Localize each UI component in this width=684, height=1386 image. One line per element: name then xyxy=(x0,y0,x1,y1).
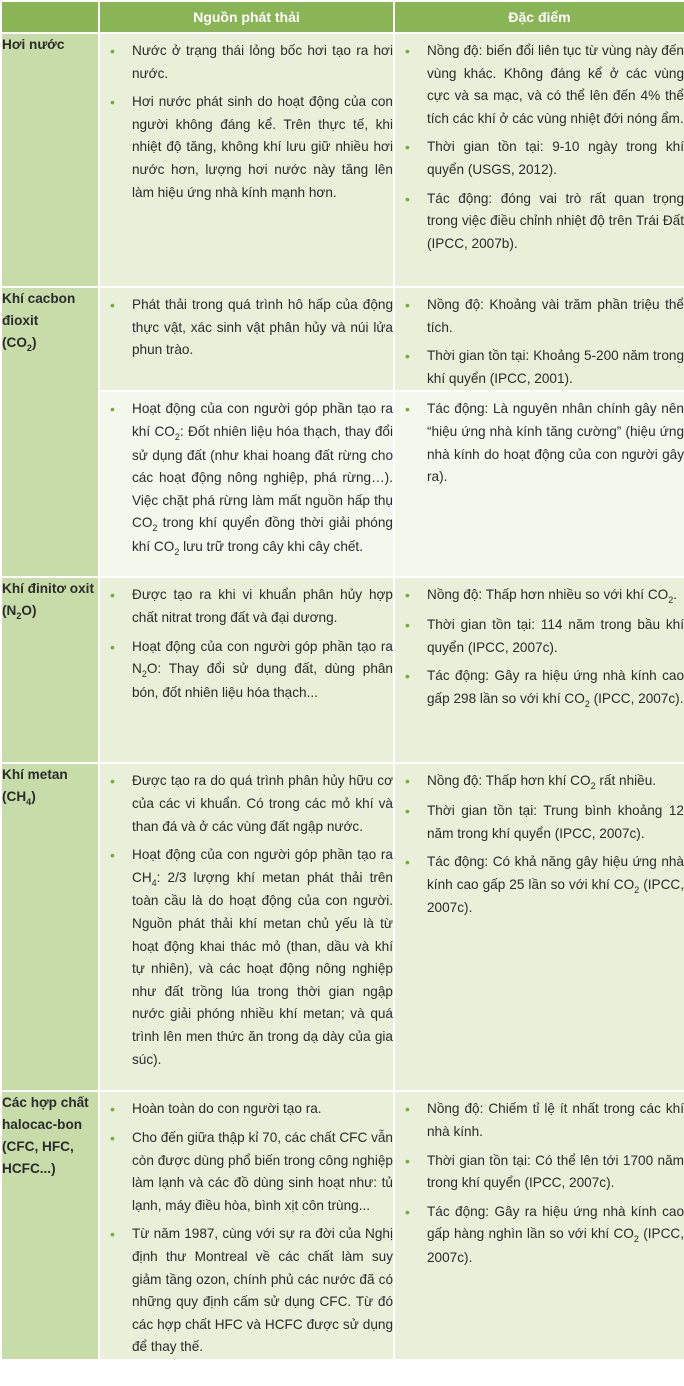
row-halocarbons xyxy=(1,1091,684,1360)
list-item: • Cho đến giữa thập kỉ 70, các chất CFC vẫn còn được dùng phổ biến trong công nghiệp làm lạnh và các đồ dùng sinh hoạt như: tủ lạnh, máy điều hòa, bình xịt côn trùng... xyxy=(100,1127,393,1217)
gas-name: Khí metan $(CH_4)$ xyxy=(1,763,99,1091)
feature-cell xyxy=(394,33,684,287)
gas-name: Khí đinitơ oxit $(N_2O)$ xyxy=(1,577,99,763)
list-item: • Hoàn toàn do con người tạo ra. xyxy=(100,1098,393,1121)
list-item: • Thời gian tồn tại: Khoảng 5-200 năm trong khí quyển (IPCC, 2001). xyxy=(395,345,684,390)
list-item: • Thời gian tồn tại: Trung bình khoảng 12 năm trong khí quyển (IPCC, 2007c). xyxy=(395,800,684,845)
list-item: • Tác động: đóng vai trò rất quan trọng trong việc điều chỉnh nhiệt độ trên Trái Đất (IPCC, 2007b). xyxy=(395,188,684,256)
list-item: • Nồng độ: Thấp hơn nhiều so với khí $CO_2$. xyxy=(395,584,684,608)
source-cell xyxy=(99,391,394,577)
list-item: • Hoạt động của con người góp phần tạo ra khí $CO_2$: Đốt nhiên liệu hóa thạch, thay đổi sử dụng đất (như khai hoang đất rừng cho các hoạt động nông nghiệp, phá rừng…). Việc chặt phá rừng làm mất nguồn hấp thụ $CO_2$ trong khí quyển đồng thời giải phóng khí $CO_2$ lưu trữ trong cây khi cây chết. xyxy=(100,398,393,559)
feature-cell xyxy=(394,1091,684,1360)
gas-name: Các hợp chất halocac-bon (CFC, HFC, HCFC...) xyxy=(1,1091,99,1360)
source-cell xyxy=(99,577,394,763)
feature-cell xyxy=(394,763,684,1091)
list-item: • Được tạo ra khi vi khuẩn phân hủy hợp chất nitrat trong đất và đại dương. xyxy=(100,584,393,629)
list-item: • Tác động: Gây ra hiệu ứng nhà kính cao gấp hàng nghìn lần so với khí $CO_2$ (IPCC, 2007c). xyxy=(395,1201,684,1270)
list-item: • Thời gian tồn tại: Có thể lên tới 1700 năm trong khí quyển (IPCC, 2007c). xyxy=(395,1150,684,1195)
row-n2o xyxy=(1,577,684,763)
list-item: • Thời gian tồn tại: 114 năm trong bầu khí quyển (IPCC, 2007c). xyxy=(395,614,684,659)
header-source: Nguồn phát thải xyxy=(99,1,394,33)
row-co2-human xyxy=(1,391,684,577)
header-row xyxy=(1,1,684,33)
gas-name: Hơi nước xyxy=(1,33,99,287)
list-item: • Nồng độ: Chiếm tỉ lệ ít nhất trong các khí nhà kính. xyxy=(395,1098,684,1143)
feature-cell xyxy=(394,391,684,577)
list-item: • Hơi nước phát sinh do hoạt động của con người không đáng kể. Trên thực tế, khi nhiệt độ tăng, không khí lưu giữ nhiều hơi nước hơn, lượng hơi nước này tăng lên làm hiệu ứng nhà kính mạnh hơn. xyxy=(100,91,393,204)
list-item: • Hoạt động của con người góp phần tạo ra $N_2O$: Thay đổi sử dụng đất, dùng phân bón, đốt nhiên liệu hóa thạch... xyxy=(100,636,393,705)
source-cell xyxy=(99,763,394,1091)
source-cell xyxy=(99,1091,394,1360)
header-feature: Đặc điểm xyxy=(394,1,684,33)
feature-cell xyxy=(394,287,684,391)
list-item: • Phát thải trong quá trình hô hấp của động thực vật, xác sinh vật phân hủy và núi lửa phun trào. xyxy=(100,294,393,362)
header-name xyxy=(1,1,99,33)
list-item: • Nồng độ: Thấp hơn khí $CO_2$ rất nhiều. xyxy=(395,770,684,794)
list-item: • Thời gian tồn tại: 9-10 ngày trong khí quyển (USGS, 2012). xyxy=(395,136,684,181)
row-ch4 xyxy=(1,763,684,1091)
row-co2-natural xyxy=(1,287,684,391)
list-item: • Tác động: Là nguyên nhân chính gây nên “hiệu ứng nhà kính tăng cường” (hiệu ứng nhà kính do hoạt động của con người gây ra). xyxy=(395,398,684,488)
list-item: • Được tạo ra do quá trình phân hủy hữu cơ của các vi khuẩn. Có trong các mỏ khí và than đá và ở các vùng đất ngập nước. xyxy=(100,770,393,838)
source-cell xyxy=(99,287,394,391)
feature-cell xyxy=(394,577,684,763)
list-item: • Nước ở trạng thái lỏng bốc hơi tạo ra hơi nước. xyxy=(100,40,393,85)
source-cell xyxy=(99,33,394,287)
list-item: • Nồng độ: biến đổi liên tục từ vùng này đến vùng khác. Không đáng kể ở các vùng cực và sa mạc, và có thể lên đến 4% thể tích các khí ở các vùng nhiệt đới nóng ẩm. xyxy=(395,40,684,130)
list-item: • Tác động: Gây ra hiệu ứng nhà kính cao gấp 298 lần so với khí $CO_2$ (IPCC, 2007c). xyxy=(395,665,684,711)
gas-name: Khí cacbon đioxit $(CO_2)$ xyxy=(1,287,99,577)
list-item: • Nồng độ: Khoảng vài trăm phần triệu thể tích. xyxy=(395,294,684,339)
list-item: • Hoạt động của con người góp phần tạo ra $CH_4$: 2/3 lượng khí metan phát thải trên toàn cầu là do hoạt động của con người. Nguồn phát thải khí metan chủ yếu là từ hoạt động khai thác mỏ (than, dầu và khí tự nhiên), và các hoạt động nông nghiệp như đất trồng lúa trong thời gian ngập nước giải phóng nhiều khí metan; và quá trình lên men thức ăn trong dạ dày của gia súc). xyxy=(100,844,393,1071)
row-water-vapor xyxy=(1,33,684,287)
list-item: • Từ năm 1987, cùng với sự ra đời của Nghị định thư Montreal về các chất làm suy giảm tầng ozon, chính phủ các nước đã có những quy định cấm sử dụng CFC. Từ đó các hợp chất HFC và HCFC được sử dụng để thay thế. xyxy=(100,1223,393,1359)
list-item: • Tác động: Có khả năng gây hiệu ứng nhà kính cao gấp 25 lần so với khí $CO_2$ (IPCC, 2007c). xyxy=(395,851,684,920)
